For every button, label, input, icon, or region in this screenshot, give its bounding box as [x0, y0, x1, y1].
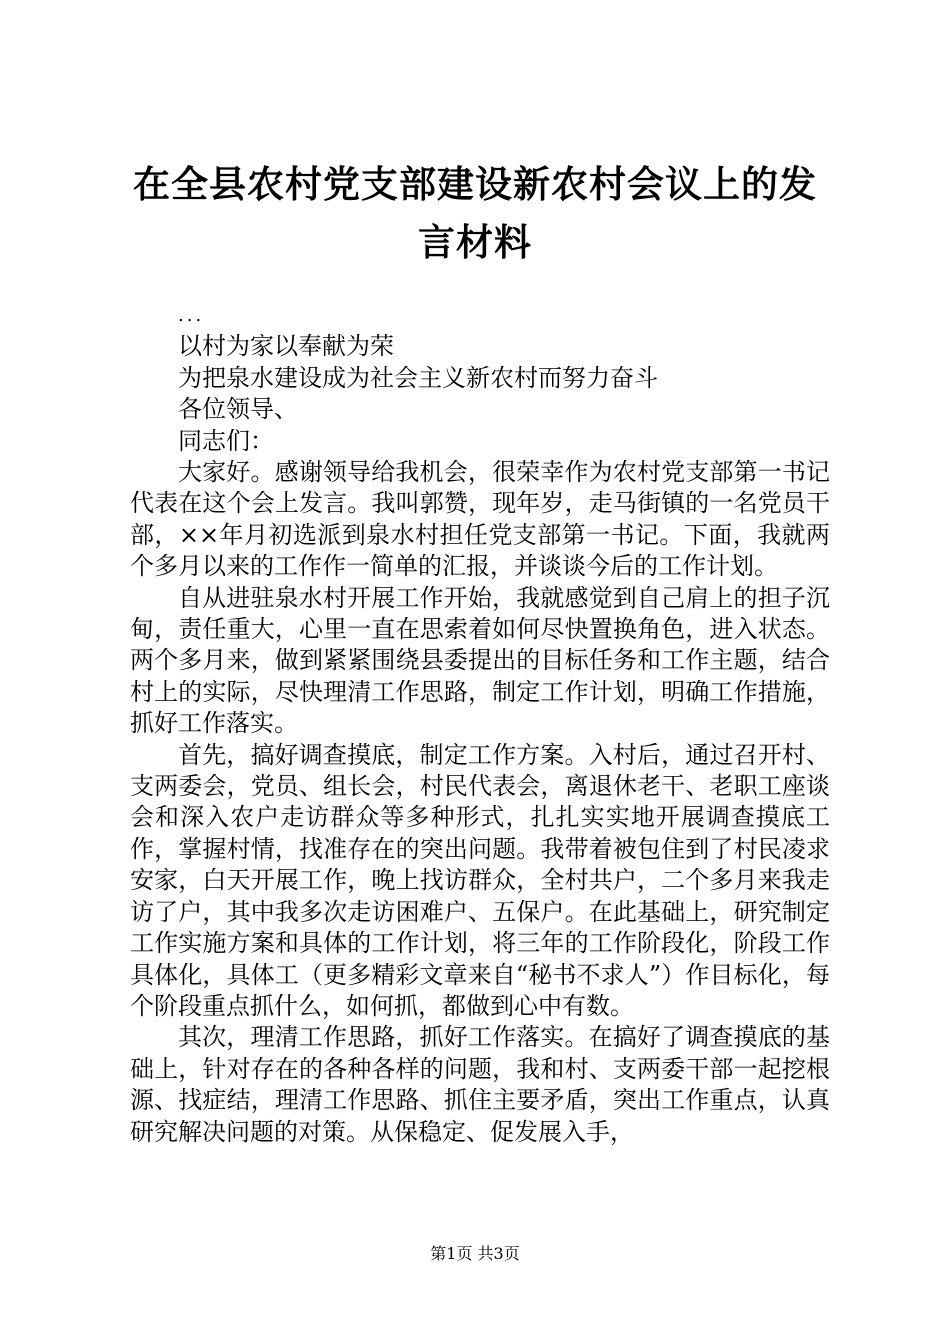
body-paragraph: 自从进驻泉水村开展工作开始，我就感觉到自己肩上的担子沉甸，责任重大，心里一直在思索着如何尽快置换角色，进入状态。两个多月来，做到紧紧围绕县委提出的目标任务和工作主题，结合村上的实际，尽快理清工作思路，制定工作计划，明确工作措施，抓好工作落实。	[130, 583, 830, 738]
salutation-line: 各位领导、	[178, 395, 298, 424]
page-footer: 第1页 共3页	[430, 1244, 520, 1263]
body-paragraph: 大家好。感谢领导给我机会，很荣幸作为农村党支部第一书记代表在这个会上发言。我叫郭赞，现年岁，走马街镇的一名党员干部，××年月初选派到泉水村担任党支部第一书记。下面，我就两个多月以来的工作作一简单的汇报，并谈谈今后的工作计划。	[130, 458, 830, 581]
heading-line: 以村为家以奉献为荣	[178, 332, 394, 361]
body-paragraph: 其次，理清工作思路，抓好工作落实。在搞好了调查摸底的基础上，针对存在的各种各样的问题，我和村、支两委干部一起挖根源、找症结，理清工作思路、抓住主要矛盾，突出工作重点，认真研究解决问题的对策。从保稳定、促发展入手，	[130, 1023, 830, 1146]
body-paragraph: 首先，搞好调查摸底，制定工作方案。入村后，通过召开村、支两委会，党员、组长会，村民代表会，离退休老干、老职工座谈会和深入农户走访群众等多种形式，扎扎实实地开展调查摸底工作，掌握村情，找准存在的突出问题。我带着被包住到了村民凌求安家，白天开展工作，晚上找访群众，全村共户，二个多月来我走访了户，其中我多次走访困难户、五保户。在此基础上，研究制定工作实施方案和具体的工作计划，将三年的工作阶段化，阶段工作具体化，具体工（更多精彩文章来自“秘书不求人”）作目标化，每个阶段重点抓什么，如何抓，都做到心中有数。	[130, 740, 830, 1020]
document-body	[130, 300, 830, 1148]
document-title: 在全县农村党支部建设新农村会议上的发言材料	[133, 163, 817, 264]
heading-line: 为把泉水建设成为社会主义新农村而努力奋斗	[178, 363, 658, 392]
salutation-line: 同志们：	[178, 426, 274, 455]
ellipsis-marker: ...	[178, 305, 205, 326]
